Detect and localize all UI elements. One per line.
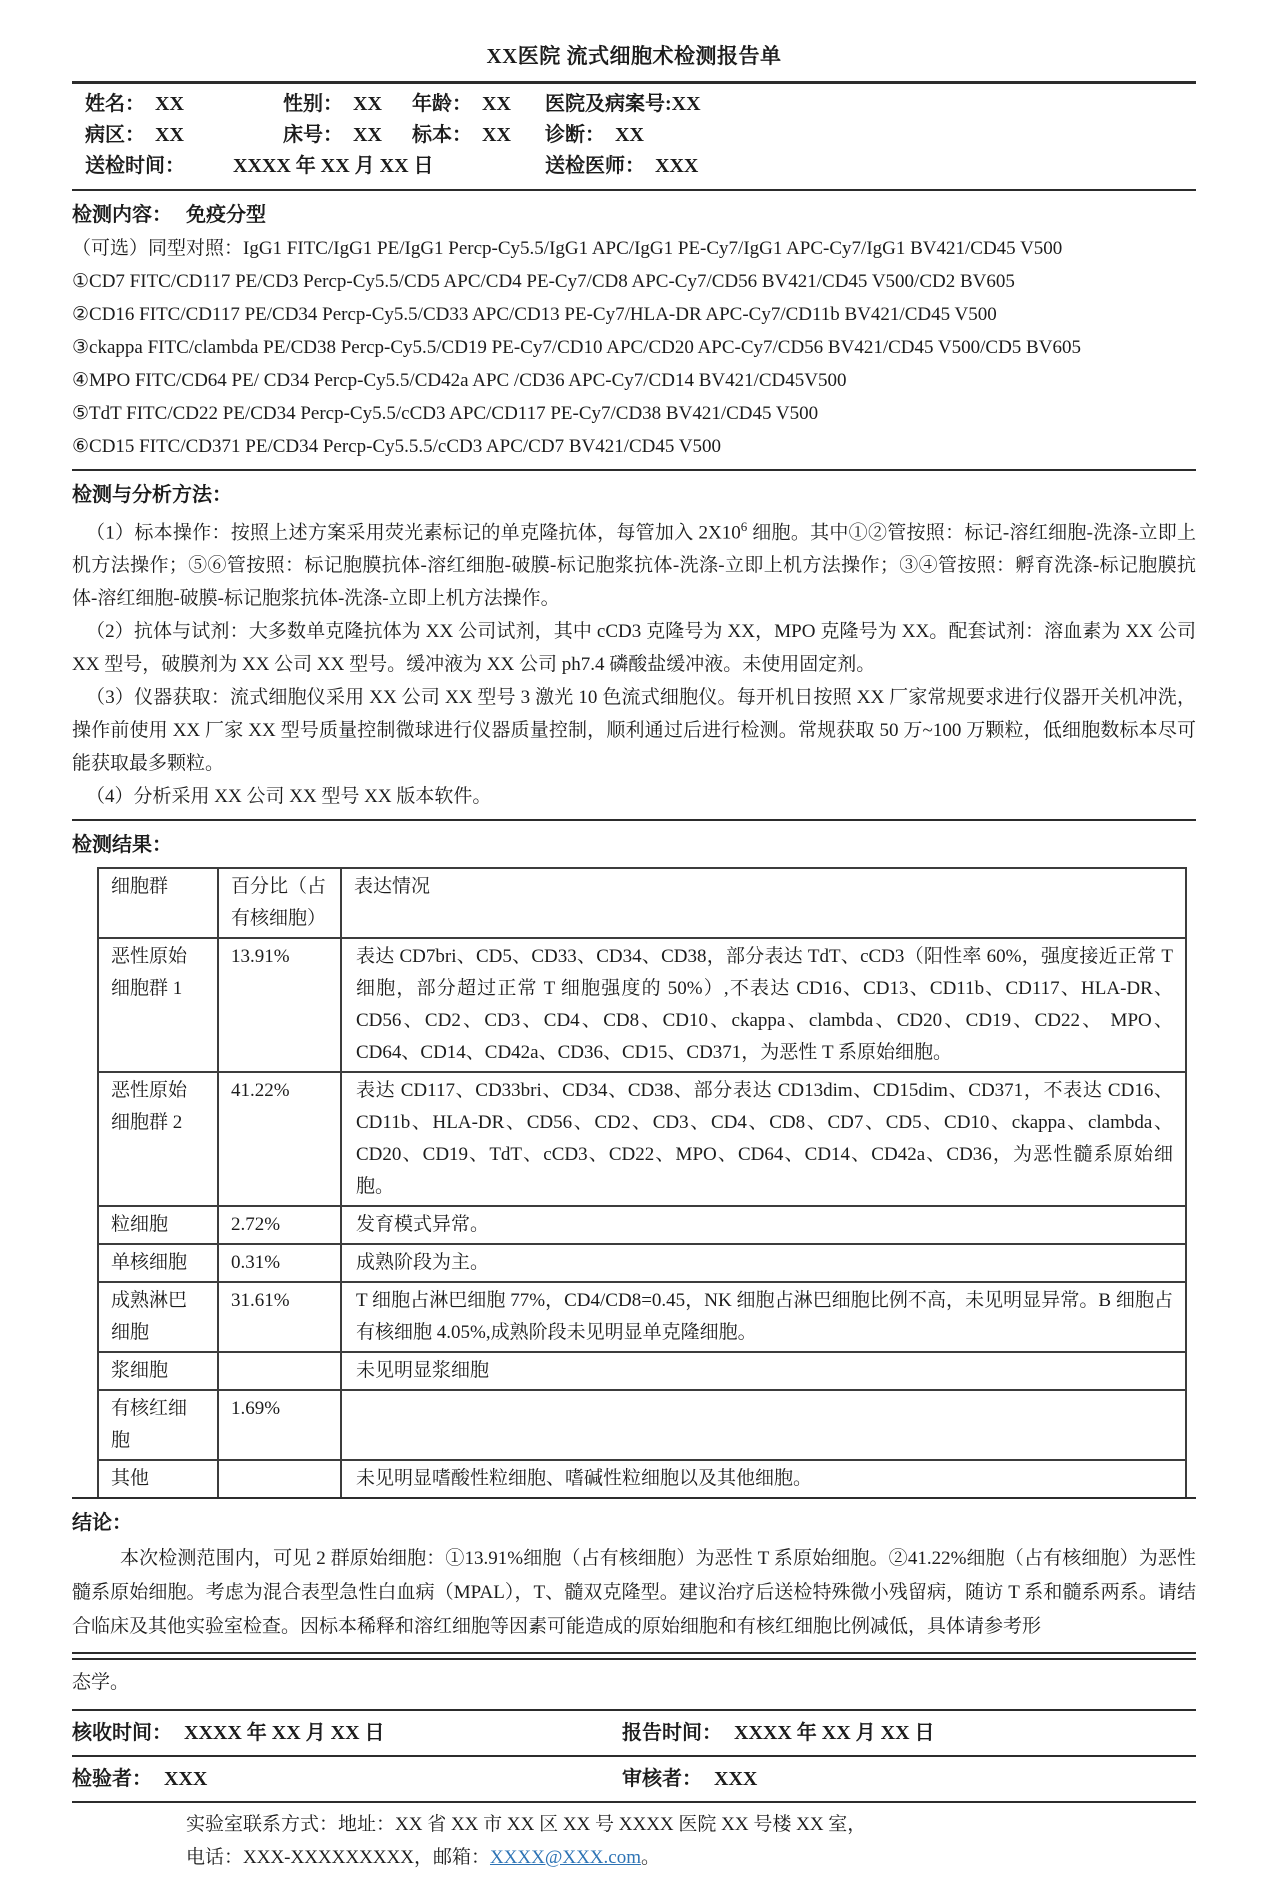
section-heading-content [72,200,1196,230]
conclusion-tail: 态学。 [72,1672,130,1694]
table-row [98,938,1186,1072]
method-paragraph-1 [72,510,1196,615]
cell-expression: 成熟阶段为主。 [341,1244,1186,1282]
panel-line-2: ②CD16 FITC/CD117 PE/CD34 Percp-Cy5.5/CD33 APC/CD13 PE-Cy7/HLA-DR APC-Cy7/CD11b BV421/CD45 V500 [72,304,997,325]
patient-info-row-2 [85,120,1196,151]
method-paragraph-2: （2）抗体与试剂：大多数单克隆抗体为 XX 公司试剂，其中 cCD3 克隆号为 XX，MPO 克隆号为 XX。配套试剂：溶血素为 XX 公司 XX 型号，破膜剂为 XX 公司 XX 型号。缓冲液为 XX 公司 ph7.4 磷酸盐缓冲液。未使用固定剂。 [72,621,1196,676]
lab-contact [72,1808,1196,1874]
specimen-label: 标本： [412,124,472,146]
name-label: 姓名： [85,93,145,115]
gender-value: XX [353,93,382,115]
cell-percent: 13.91% [218,938,341,1072]
panel-line-isotype: （可选）同型对照：IgG1 FITC/IgG1 PE/IgG1 Percp-Cy5.5/IgG1 APC/IgG1 PE-Cy7/IgG1 APC-Cy7/IgG1 BV421/CD45 V500 [72,238,1063,259]
tester-value: XXX [164,1768,208,1791]
cell-percent: 31.61% [218,1282,341,1352]
cell-expression [341,1390,1186,1460]
method-paragraph-3: （3）仪器获取：流式细胞仪采用 XX 公司 XX 型号 3 激光 10 色流式细胞仪。每开机日按照 XX 厂家常规要求进行仪器开关机冲洗，操作前使用 XX 厂家 XX 型号质量控制微球进行仪器质量控制，顺利通过后进行检测。常规获取 50 万~100 万颗粒，低细胞数标本尽可能获取最多颗粒。 [72,687,1196,775]
cell-expression: 表达 CD117、CD33bri、CD34、CD38、部分表达 CD13dim、CD15dim、CD371，不表达 CD16、CD11b、HLA-DR、CD56、CD2、CD3、CD4、CD8、CD7、CD5、CD10、ckappa、clambda、CD20、CD19、TdT、cCD3、CD22、MPO、CD64、CD14、CD42a、CD36，为恶性髓系原始细胞。 [341,1072,1186,1206]
panel-line-1: ①CD7 FITC/CD117 PE/CD3 Percp-Cy5.5/CD5 APC/CD4 PE-Cy7/CD8 APC-Cy7/CD56 BV421/CD45 V500/CD2 BV605 [72,271,1015,292]
method-p1-text-cont: 细胞。其中①②管按照：标记-溶红细胞-洗涤-立即上机方法操作；⑤⑥管按照：标记胞膜抗体-溶红细胞-破膜-标记胞浆抗体-洗涤-立即上机方法操作；③④管按照：孵育洗涤-标记胞膜抗体-溶红细胞-破膜-标记胞浆抗体-洗涤-立即上机方法操作。 [72,522,1197,610]
conclusion-paragraph: 本次检测范围内，可见 2 群原始细胞：①13.91%细胞（占有核细胞）为恶性 T 系原始细胞。②41.22%细胞（占有核细胞）为恶性髓系原始细胞。考虑为混合表型急性白血病（MPAL），T、髓双克隆型。建议治疗后送检特殊微小残留病，随访 T 系和髓系两系。请结合临床及其他实验室检查。因标本稀释和溶红细胞等因素可能造成的原始细胞和有核红细胞比例减低，具体请参考形 [72,1548,1196,1638]
table-row [98,1244,1186,1282]
footer-times-row [72,1711,1196,1755]
panel-line-6: ⑥CD15 FITC/CD371 PE/CD34 Percp-Cy5.5.5/cCD3 APC/CD7 BV421/CD45 V500 [72,436,722,457]
cell-percent [218,1352,341,1390]
footer-signers-row [72,1757,1196,1801]
report-time-label: 报告时间： [622,1722,722,1745]
table-row [98,1352,1186,1390]
page-title: XX医院 流式细胞术检测报告单 [486,44,782,68]
report-time-value: XXXX 年 XX 月 XX 日 [734,1722,935,1745]
content-heading-value: 免疫分型 [186,204,266,226]
cell-percent [218,1460,341,1498]
header-cell-population: 细胞群 [98,868,218,938]
cell-population: 成熟淋巴细胞 [98,1282,218,1352]
table-row [98,1460,1186,1498]
divider-under-signers [72,1801,1196,1803]
cell-population: 恶性原始细胞群 2 [98,1072,218,1206]
patient-info-row-3 [85,151,1196,182]
results-table [97,867,1187,1499]
cell-percent: 41.22% [218,1072,341,1206]
receive-time-value: XXXX 年 XX 月 XX 日 [184,1722,385,1745]
section-heading-methods: 检测与分析方法： [72,484,232,506]
send-time-label: 送检时间： [85,155,185,177]
divider-under-methods [72,819,1196,821]
divider-under-panels [72,469,1196,471]
age-label: 年龄： [412,93,472,115]
panel-line-3: ③ckappa FITC/clambda PE/CD38 Percp-Cy5.5/CD19 PE-Cy7/CD10 APC/CD20 APC-Cy7/CD56 BV421/CD45 V500/CD5 BV605 [72,337,1081,358]
cell-population: 有核红细胞 [98,1390,218,1460]
gender-label: 性别： [283,93,343,115]
content-heading-label: 检测内容： [72,204,172,226]
send-time-value: XXXX 年 XX 月 XX 日 [233,155,434,177]
cell-expression: 未见明显嗜酸性粒细胞、嗜碱性粒细胞以及其他细胞。 [341,1460,1186,1498]
send-doctor-value: XXX [655,155,699,177]
section-heading-conclusion: 结论： [72,1512,132,1535]
panel-line-5: ⑤TdT FITC/CD22 PE/CD34 Percp-Cy5.5/cCD3 APC/CD117 PE-Cy7/CD38 BV421/CD45 V500 [72,403,819,424]
method-paragraph-4: （4）分析采用 XX 公司 XX 型号 XX 版本软件。 [86,786,492,808]
lab-contact-phone-line [186,1841,1196,1874]
send-doctor-label: 送检医师： [545,155,645,177]
cell-percent: 2.72% [218,1206,341,1244]
specimen-value: XX [482,124,511,146]
table-row [98,1282,1186,1352]
cell-expression: T 细胞占淋巴细胞 77%，CD4/CD8=0.45，NK 细胞占淋巴细胞比例不高，未见明显异常。B 细胞占有核细胞 4.05%,成熟阶段未见明显单克隆细胞。 [341,1282,1186,1352]
cell-population: 浆细胞 [98,1352,218,1390]
bed-value: XX [353,124,382,146]
email-link[interactable]: XXXX@XXX.com [489,1847,641,1869]
tester-label: 检验者： [72,1768,152,1791]
diagnosis-label: 诊断： [545,124,605,146]
receive-time-label: 核收时间： [72,1722,172,1745]
divider-under-table [72,1497,1196,1499]
table-row [98,1072,1186,1206]
double-divider-page-break [72,1652,1196,1660]
lab-contact-period: 。 [641,1847,661,1869]
age-value: XX [482,93,511,115]
cell-population: 粒细胞 [98,1206,218,1244]
cell-expression: 未见明显浆细胞 [341,1352,1186,1390]
cell-expression: 发育模式异常。 [341,1206,1186,1244]
cell-percent: 0.31% [218,1244,341,1282]
patient-info-row-1 [85,89,1196,120]
cell-population: 恶性原始细胞群 1 [98,938,218,1072]
cell-population: 单核细胞 [98,1244,218,1282]
header-cell-percent: 百分比（占有核细胞） [218,868,341,938]
reviewer-label: 审核者： [622,1768,702,1791]
hospital-no-value: XX [671,93,701,115]
table-row [98,1390,1186,1460]
cell-population: 其他 [98,1460,218,1498]
method-p1-text: （1）标本操作：按照上述方案采用荧光素标记的单克隆抗体，每管加入 2X10 [86,522,741,544]
cell-percent: 1.69% [218,1390,341,1460]
patient-info [72,84,1196,189]
table-header-row [98,868,1186,938]
method-p1-superscript: 6 [740,519,748,534]
antibody-panel-list [72,232,1196,463]
hospital-no-label: 医院及病案号: [545,93,672,115]
table-row [98,1206,1186,1244]
name-value: XX [155,93,184,115]
divider-under-info [72,189,1196,191]
ward-value: XX [155,124,184,146]
diagnosis-value: XX [615,124,644,146]
panel-line-4: ④MPO FITC/CD64 PE/ CD34 Percp-Cy5.5/CD42a APC /CD36 APC-Cy7/CD14 BV421/CD45V500 [72,370,847,391]
cell-expression: 表达 CD7bri、CD5、CD33、CD34、CD38，部分表达 TdT、cCD3（阳性率 60%，强度接近正常 T 细胞，部分超过正常 T 细胞强度的 50%）,不表达 CD16、CD13、CD11b、CD117、HLA-DR、CD56、CD2、CD3、CD4、CD8、CD10、ckappa、clambda、CD20、CD19、CD22、 MPO、CD64、CD14、CD42a、CD36、CD15、CD371，为恶性 T 系原始细胞。 [341,938,1186,1072]
header-cell-expression: 表达情况 [341,868,1186,938]
lab-contact-phone: 电话：XXX-XXXXXXXXX，邮箱： [186,1847,490,1869]
reviewer-value: XXX [714,1768,758,1791]
ward-label: 病区： [85,124,145,146]
lab-contact-address: 实验室联系方式：地址：XX 省 XX 市 XX 区 XX 号 XXXX 医院 XX 号楼 XX 室， [186,1814,867,1836]
section-heading-results: 检测结果： [72,834,172,857]
bed-label: 床号： [283,124,343,146]
